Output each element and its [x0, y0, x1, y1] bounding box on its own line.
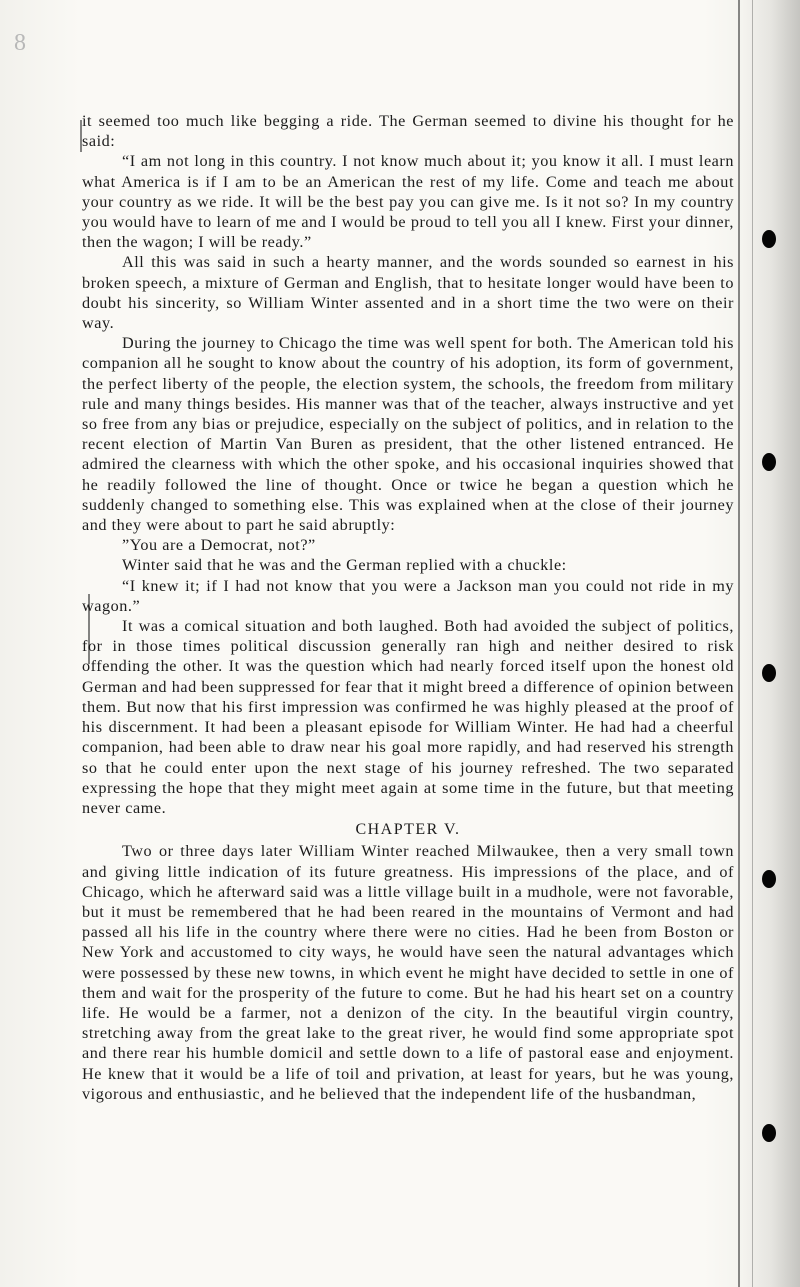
- paragraph: ”You are a Democrat, not?”: [122, 536, 316, 555]
- paragraph: it seemed too much like begging a ride. The German seemed to divine his thought for he said:: [82, 112, 734, 151]
- paragraph: “I knew it; if I had not know that you were a Jackson man you could not ride in my wagon.”: [82, 576, 734, 615]
- page-number: 8: [14, 30, 26, 56]
- binding-line-secondary: [752, 0, 753, 1287]
- binder-hole: [762, 870, 776, 888]
- paragraph: During the journey to Chicago the time was well spent for both. The American told his companion all he sought to know about the country of his adoption, its form of government, the perfect liberty of the people, the election system, the schools, the freedom from military rule and many things besides. His manner was that of the teacher, always instructive and yet so free from any bias or prejudice, especially on the subject of politics, and in relation to the recent election of Martin Van Buren as president, that the other listened entranced. He admired the clearness with which the other spoke, and his occasional inquiries showed that he readily followed the line of thought. Once or twice he began a question which he suddenly changed to something else. This was explained when at the close of their journey and they were about to part he said abruptly:: [82, 334, 734, 535]
- paragraph: All this was said in such a hearty manner, and the words sounded so earnest in his broken speech, a mixture of German and English, that to hesitate longer would have been to doubt his sincerity, so William Winter assented and in a short time the two were on their way.: [82, 253, 734, 333]
- binder-hole: [762, 664, 776, 682]
- paragraph: Two or three days later William Winter reached Milwaukee, then a very small town and giving little indication of its future greatness. His impressions of the place, and of Chicago, which he afterward said was a little village built in a mudhole, were not favorable, but it must be remembered that he had been reared in the mountains of Vermont and had passed all his life in the country where there were no cities. Had he been from Boston or New York and accustomed to city ways, he would have seen the natural advantages which were possessed by these new towns, in which event he might have decided to settle in one of them and wait for the prosperity of the future to come. But he had his heart set on a country life. He would be a farmer, not a denizon of the city. In the beautiful virgin country, stretching away from the great lake to the great river, he would find some appropriate spot and there rear his humble domicil and settle down to a life of pastoral ease and enjoyment. He knew that it would be a life of toil and privation, at least for years, but he was young, vigorous and enthusiastic, and he believed that the independent life of the husbandman,: [82, 842, 734, 1103]
- binding-line: [738, 0, 740, 1287]
- paragraph: Winter said that he was and the German replied with a chuckle:: [122, 556, 567, 575]
- paragraph: It was a comical situation and both laughed. Both had avoided the subject of politics, for in those times political discussion generally ran high and neither desired to risk offending the other. It was the question which had nearly forced itself upon the honest old German and had been suppressed for fear that it might breed a difference of opinion between them. But now that his first impression was confirmed he was highly pleased at the proof of his discernment. It had been a pleasant episode for William Winter. He had had a cheerful companion, had been able to draw near his goal more rapidly, and had reserved his strength so that he could enter upon the next stage of his journey refreshed. The two separated expressing the hope that they might meet again at some time in the future, but that meeting never came.: [82, 617, 734, 817]
- page-edge-shadow: [742, 0, 800, 1287]
- binder-hole: [762, 1124, 776, 1142]
- paragraph: “I am not long in this country. I not know much about it; you know it all. I must learn what America is if I am to be an American the rest of my life. Come and teach me about your country as we ride. It will be the best pay you can give me. Is it not so? In my country you would have to learn of me and I would be proud to tell you all I knew. First your dinner, then the wagon; I will be ready.”: [82, 152, 734, 252]
- body-text: [82, 111, 734, 1104]
- chapter-heading: CHAPTER V.: [355, 821, 461, 839]
- binder-hole: [762, 230, 776, 248]
- binder-hole: [762, 453, 776, 471]
